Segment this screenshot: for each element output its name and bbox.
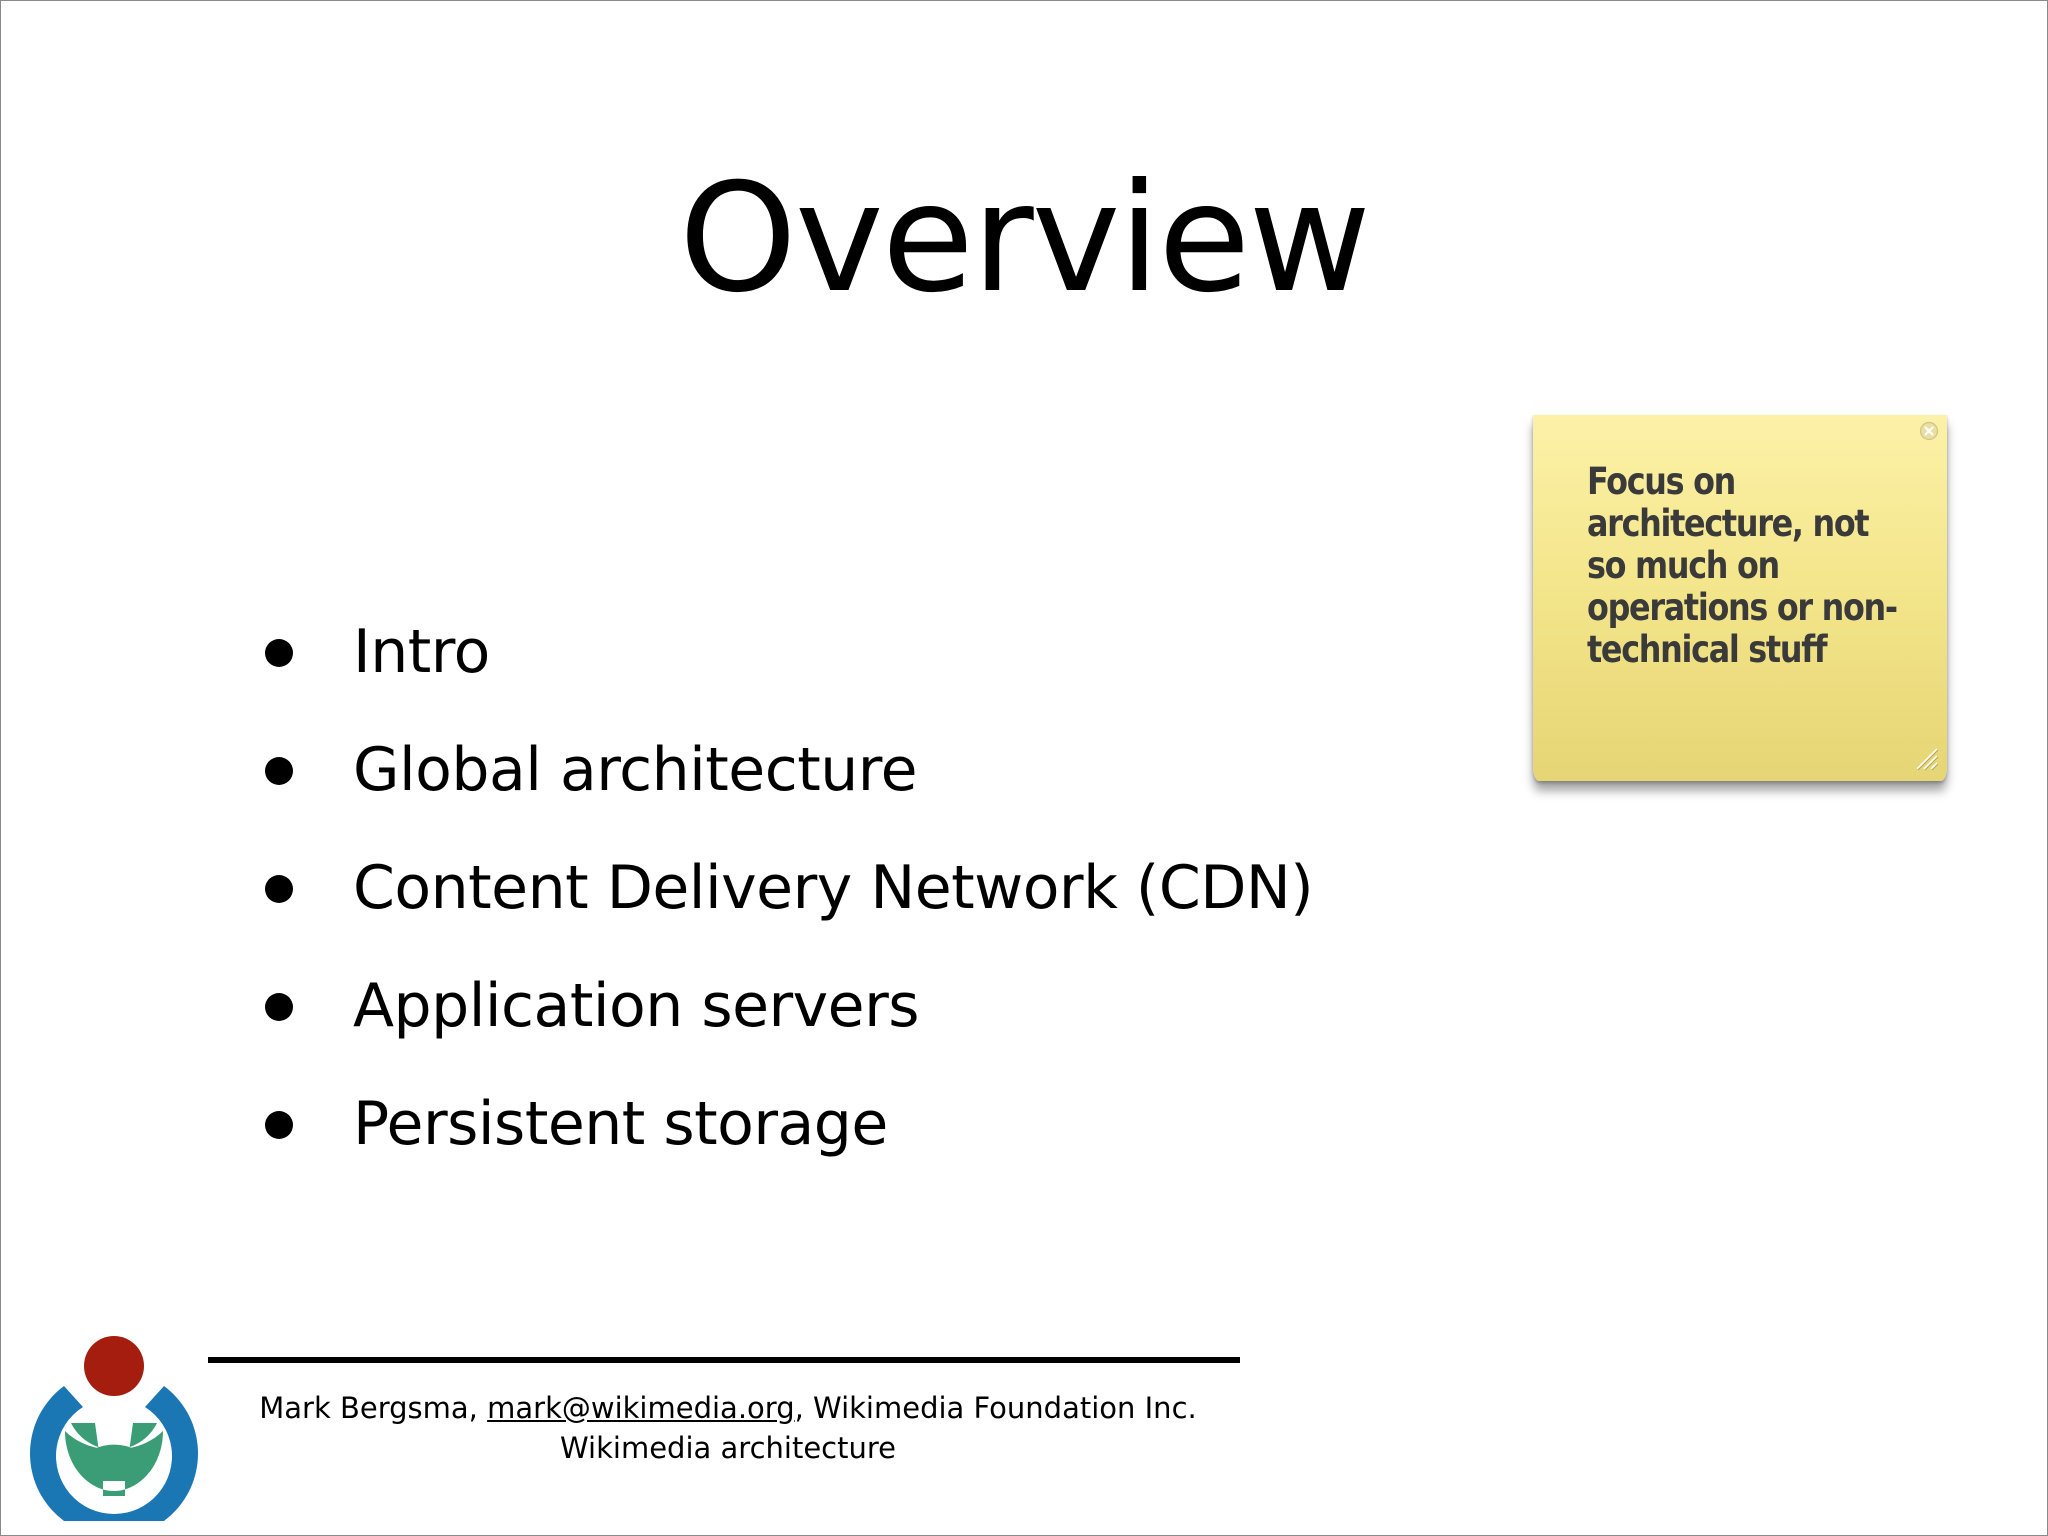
bullet-item xyxy=(259,1065,1313,1183)
resize-handle-icon[interactable] xyxy=(1913,745,1939,771)
sticky-note-line: operations or non- xyxy=(1587,586,1897,629)
footer-subtitle: Wikimedia architecture xyxy=(560,1431,896,1465)
slide-title: Overview xyxy=(678,152,1370,326)
sticky-note-line: Focus on xyxy=(1587,460,1736,503)
bullet-dot-icon xyxy=(265,757,293,785)
bullet-item xyxy=(259,947,1313,1065)
bullet-dot-icon xyxy=(265,993,293,1021)
bullet-dot-icon xyxy=(265,875,293,903)
sticky-note-line: so much on xyxy=(1587,544,1779,587)
sticky-note-line: technical stuff xyxy=(1587,628,1827,671)
bullet-text: Application servers xyxy=(353,971,920,1041)
close-icon[interactable] xyxy=(1919,421,1939,441)
footer-organization: , Wikimedia Foundation Inc. xyxy=(794,1391,1197,1425)
bullet-item xyxy=(259,829,1313,947)
footer-email-link[interactable]: mark@wikimedia.org xyxy=(487,1391,795,1425)
sticky-note[interactable] xyxy=(1533,415,1947,781)
sticky-note-line: architecture, not xyxy=(1587,502,1869,545)
bullet-text: Global architecture xyxy=(353,735,918,805)
sticky-note-text xyxy=(1587,461,1931,671)
bullet-item xyxy=(259,711,1313,829)
footer-credit xyxy=(208,1389,1248,1427)
bullet-text: Persistent storage xyxy=(353,1089,888,1159)
footer-author: Mark Bergsma, xyxy=(259,1391,488,1425)
bullet-text: Intro xyxy=(353,617,490,687)
wikimedia-logo-icon xyxy=(19,1331,209,1521)
bullet-list xyxy=(259,593,1313,1183)
footer-rule xyxy=(208,1357,1240,1363)
bullet-text: Content Delivery Network (CDN) xyxy=(353,853,1314,923)
bullet-dot-icon xyxy=(265,1111,293,1139)
bullet-item xyxy=(259,593,1313,711)
bullet-dot-icon xyxy=(265,639,293,667)
